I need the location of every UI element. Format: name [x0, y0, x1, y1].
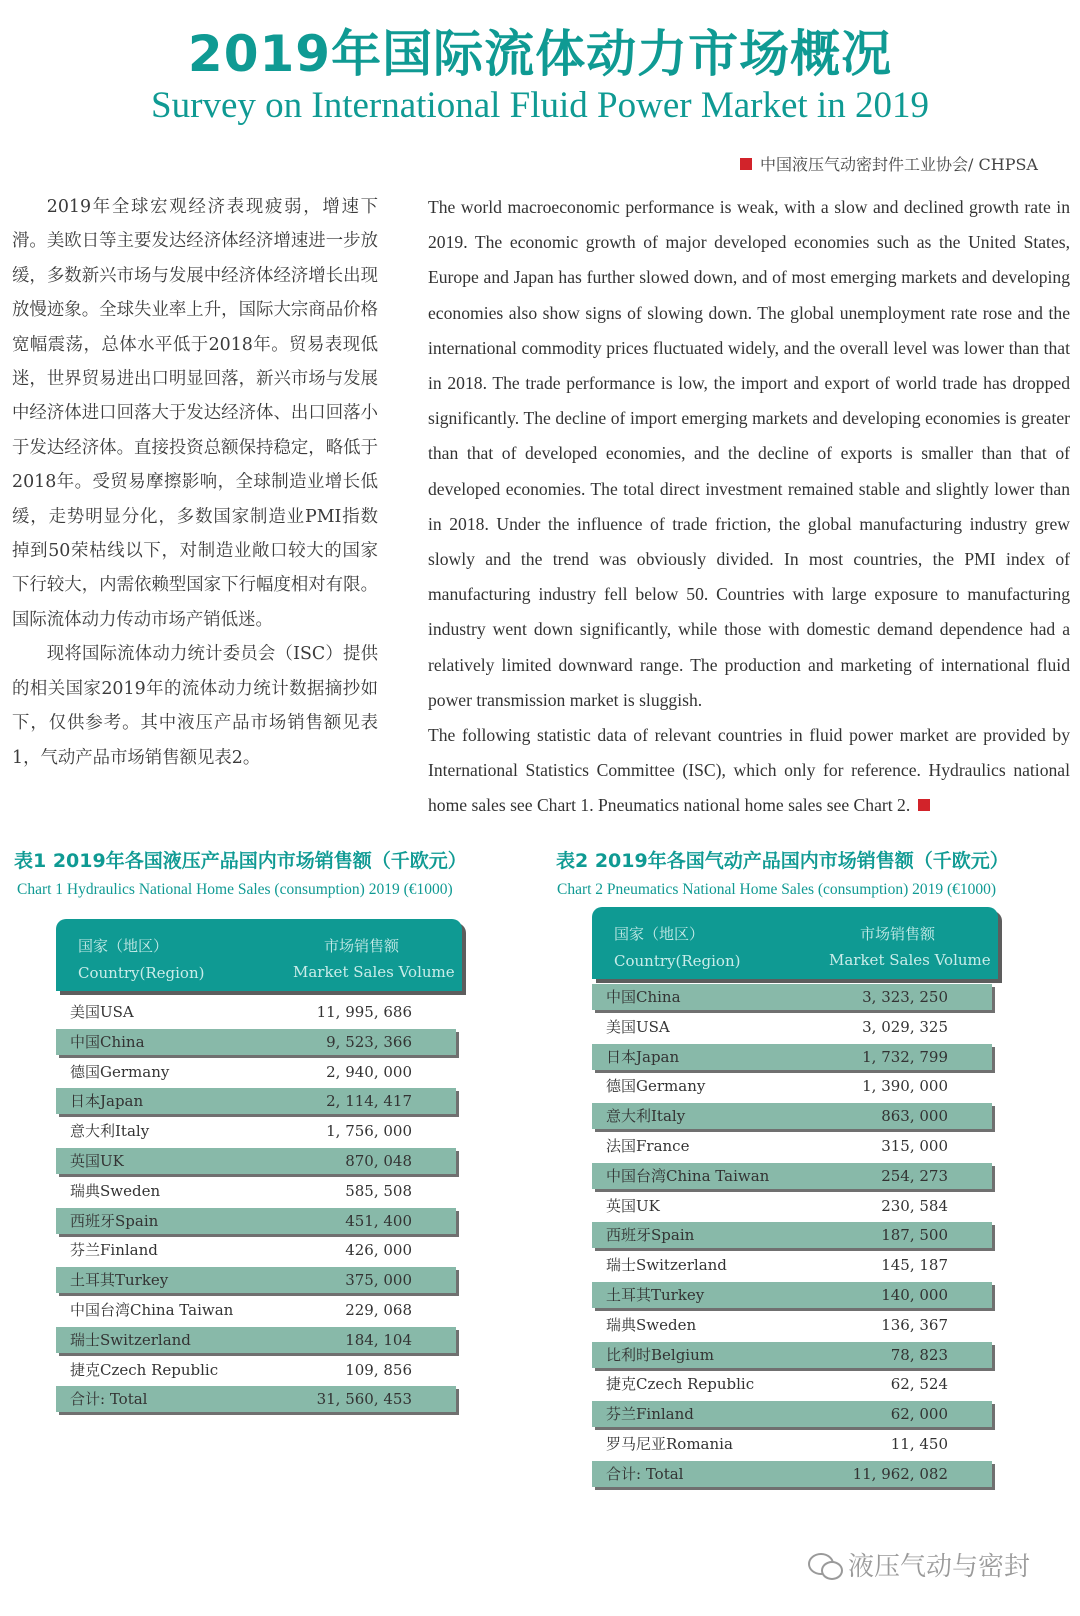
page-title-cn: 2019年国际流体动力市场概况 — [187, 25, 893, 83]
row-value: 31, 560, 453 — [316, 1390, 412, 1409]
table2-head-value-en: Market Sales Volume — [829, 951, 991, 969]
table-row — [592, 1073, 992, 1099]
row-country: 芬兰Finland — [606, 1405, 694, 1424]
row-country: 比利时Belgium — [606, 1345, 714, 1364]
table-row — [592, 1401, 992, 1427]
row-country: 中国China — [70, 1032, 145, 1051]
body-column-en — [428, 190, 1070, 824]
row-value: 62, 000 — [890, 1405, 948, 1424]
row-value: 136, 367 — [881, 1315, 948, 1334]
table-row — [592, 1252, 992, 1278]
row-country: 意大利Italy — [70, 1122, 150, 1141]
table1-title-en: Chart 1 Hydraulics National Home Sales (consumption) 2019 (€1000) — [17, 881, 453, 898]
table1-head-value-en: Market Sales Volume — [293, 963, 455, 981]
table2-title-cn: 表2 2019年各国气动产品国内市场销售额（千欧元） — [556, 850, 1009, 872]
table-row — [592, 1282, 992, 1308]
table2-header — [592, 907, 998, 979]
row-country: 日本Japan — [70, 1092, 144, 1111]
row-country: 芬兰Finland — [70, 1241, 158, 1260]
row-value: 870, 048 — [345, 1152, 412, 1170]
table-row — [56, 1118, 456, 1144]
paragraph-cn-1: 2019年全球宏观经济表现疲弱，增速下滑。美欧日等主要发达经济体经济增速进一步放缓，多数新兴市场与发展中经济体经济增长出现放慢迹象。全球失业率上升，国际大宗商品价格宽幅震荡，总体水平低于2018年。贸易表现低迷，世界贸易进出口明显回落，新兴市场与发展中经济体进口回落大于发达经济体、出口回落小于发达经济体。直接投资总额保持稳定，略低于2018年。受贸易摩擦影响，全球制造业增长低缓，走势明显分化，多数国家制造业PMI指数掉到50荣枯线以下，对制造业敞口较大的国家下行较大，内需依赖型国家下行幅度相对有限。国际流体动力传动市场产销低迷。 — [12, 197, 378, 630]
row-country: 美国USA — [70, 1003, 134, 1021]
row-value: 1, 732, 799 — [862, 1047, 948, 1066]
row-value: 426, 000 — [345, 1241, 412, 1260]
row-value: 11, 962, 082 — [852, 1464, 948, 1483]
row-country: 中国台湾China Taiwan — [606, 1166, 770, 1185]
page-title-en: Survey on International Fluid Power Market in 2019 — [151, 85, 929, 126]
table-row — [592, 1014, 992, 1040]
row-value: 140, 000 — [881, 1286, 948, 1304]
row-value: 863, 000 — [881, 1107, 948, 1126]
row-country: 瑞典Sweden — [606, 1315, 697, 1334]
row-country: 合计: Total — [606, 1464, 684, 1483]
watermark-text: 液压气动与密封 — [848, 1552, 1031, 1582]
row-value: 9, 523, 366 — [326, 1032, 412, 1051]
table-row — [56, 999, 456, 1025]
row-value: 3, 029, 325 — [862, 1017, 948, 1036]
table-row — [56, 1178, 456, 1204]
row-value: 229, 068 — [345, 1301, 412, 1319]
table-row — [56, 1297, 456, 1323]
table-row — [592, 984, 992, 1010]
row-value: 2, 114, 417 — [326, 1092, 412, 1111]
paragraph-en-2-text: The following statistic data of relevant countries in fluid power market are provided by International Statistics Committee (ISC), which only for reference. Hydraulics national home sales see Chart 1. Pneumatics national home sales see Chart 2. — [428, 725, 1070, 816]
row-country: 美国USA — [606, 1017, 670, 1036]
row-country: 法国France — [606, 1137, 690, 1155]
table1-title-cn: 表1 2019年各国液压产品国内市场销售额（千欧元） — [14, 850, 467, 872]
row-country: 日本Japan — [606, 1047, 680, 1066]
row-value: 1, 756, 000 — [326, 1122, 412, 1141]
row-country: 德国Germany — [70, 1062, 170, 1081]
row-value: 1, 390, 000 — [862, 1077, 948, 1096]
table-row — [56, 1029, 456, 1055]
table-row — [592, 1431, 992, 1457]
author-line — [740, 152, 1038, 175]
row-value: 230, 584 — [881, 1196, 948, 1215]
table2-head-country-cn: 国家（地区） — [614, 925, 705, 943]
row-country: 捷克Czech Republic — [606, 1375, 755, 1394]
row-value: 145, 187 — [881, 1256, 948, 1275]
end-mark-icon — [918, 799, 930, 811]
table-row — [592, 1044, 992, 1070]
paragraph-en-2 — [428, 718, 1070, 824]
body-column-cn — [12, 190, 378, 775]
row-value: 11, 450 — [890, 1435, 948, 1453]
table-row — [592, 1103, 992, 1129]
row-country: 土耳其Turkey — [606, 1286, 705, 1304]
row-value: 62, 524 — [890, 1375, 948, 1394]
table1-head-value-cn: 市场销售额 — [324, 937, 400, 955]
table-row — [56, 1267, 456, 1293]
table2-head-value-cn: 市场销售额 — [860, 925, 936, 943]
table1-head-country-en: Country(Region) — [78, 964, 205, 982]
table-row — [592, 1222, 992, 1248]
table2-title-en: Chart 2 Pneumatics National Home Sales (consumption) 2019 (€1000) — [557, 881, 997, 898]
row-country: 英国UK — [606, 1196, 660, 1215]
table-row — [56, 1357, 456, 1383]
table-row — [592, 1312, 992, 1338]
row-country: 中国China — [606, 988, 681, 1006]
row-country: 英国UK — [70, 1152, 124, 1170]
row-country: 合计: Total — [70, 1390, 148, 1409]
row-country: 西班牙Spain — [606, 1226, 695, 1245]
row-value: 187, 500 — [881, 1226, 948, 1245]
row-country: 瑞士Switzerland — [606, 1256, 727, 1275]
paragraph-cn-2: 现将国际流体动力统计委员会（ISC）提供的相关国家2019年的流体动力统计数据摘抄如下，仅供参考。其中液压产品市场销售额见表1，气动产品市场销售额见表2。 — [12, 644, 378, 768]
row-value: 2, 940, 000 — [326, 1062, 412, 1081]
row-country: 意大利Italy — [606, 1107, 686, 1126]
table2-head-country-en: Country(Region) — [614, 952, 741, 970]
table-row — [56, 1208, 456, 1234]
row-value: 254, 273 — [881, 1166, 948, 1185]
red-square-icon — [740, 158, 752, 170]
row-country: 中国台湾China Taiwan — [70, 1301, 234, 1319]
row-value: 78, 823 — [890, 1345, 948, 1364]
row-country: 罗马尼亚Romania — [606, 1435, 733, 1453]
row-value: 184, 104 — [345, 1330, 412, 1349]
row-value: 109, 856 — [345, 1360, 412, 1379]
table1-head-country-cn: 国家（地区） — [78, 937, 169, 955]
row-country: 德国Germany — [606, 1077, 706, 1096]
watermark — [808, 1546, 1030, 1583]
table-row — [592, 1342, 992, 1368]
row-country: 西班牙Spain — [70, 1211, 159, 1230]
table-row — [56, 1088, 456, 1114]
row-value: 585, 508 — [345, 1181, 412, 1200]
row-country: 土耳其Turkey — [70, 1271, 169, 1290]
table-row — [592, 1461, 992, 1487]
row-country: 瑞典Sweden — [70, 1181, 161, 1200]
table-row — [56, 1327, 456, 1353]
row-country: 捷克Czech Republic — [70, 1360, 219, 1379]
author-text: 中国液压气动密封件工业协会/ CHPSA — [760, 155, 1038, 174]
row-value: 375, 000 — [345, 1271, 412, 1290]
table-row — [56, 1148, 456, 1174]
table-row — [56, 1237, 456, 1263]
wechat-icon — [808, 1553, 842, 1579]
table-row — [592, 1133, 992, 1159]
paragraph-en-1: The world macroeconomic performance is weak, with a slow and declined growth rate in 2019. The economic growth of major developed economies such as the United States, Europe and Japan has further slowed down, and of most emerging markets and developing economies also show signs of slowing down. The global unemployment rate rose and the international commodity prices fluctuated widely, and the overall level was lower than that in 2018. The trade performance is low, the import and export of world trade has dropped significantly. The decline of import emerging markets and developing economies is greater than that of developed economies, and the decline of exports is smaller than that of developed economies. The total direct investment remained stable and slightly lower than in 2018. Under the influence of trade friction, the global manufacturing industry grew slowly and the trend was obviously divided. In most countries, the PMI index of manufacturing industry fell below 50. Countries with large exposure to manufacturing industry went down significantly, while those with domestic demand dependence had a relatively limited downward range. The production and marketing of international fluid power transmission market is sluggish. — [428, 197, 1070, 710]
row-value: 315, 000 — [881, 1137, 948, 1155]
row-value: 451, 400 — [345, 1211, 412, 1230]
table1-header — [56, 919, 462, 991]
table-row — [592, 1163, 992, 1189]
row-value: 11, 995, 686 — [316, 1003, 412, 1021]
table-row — [56, 1059, 456, 1085]
table-row — [592, 1371, 992, 1397]
row-country: 瑞士Switzerland — [70, 1330, 191, 1349]
table-row — [592, 1193, 992, 1219]
row-value: 3, 323, 250 — [862, 988, 948, 1006]
table-row — [56, 1386, 456, 1412]
